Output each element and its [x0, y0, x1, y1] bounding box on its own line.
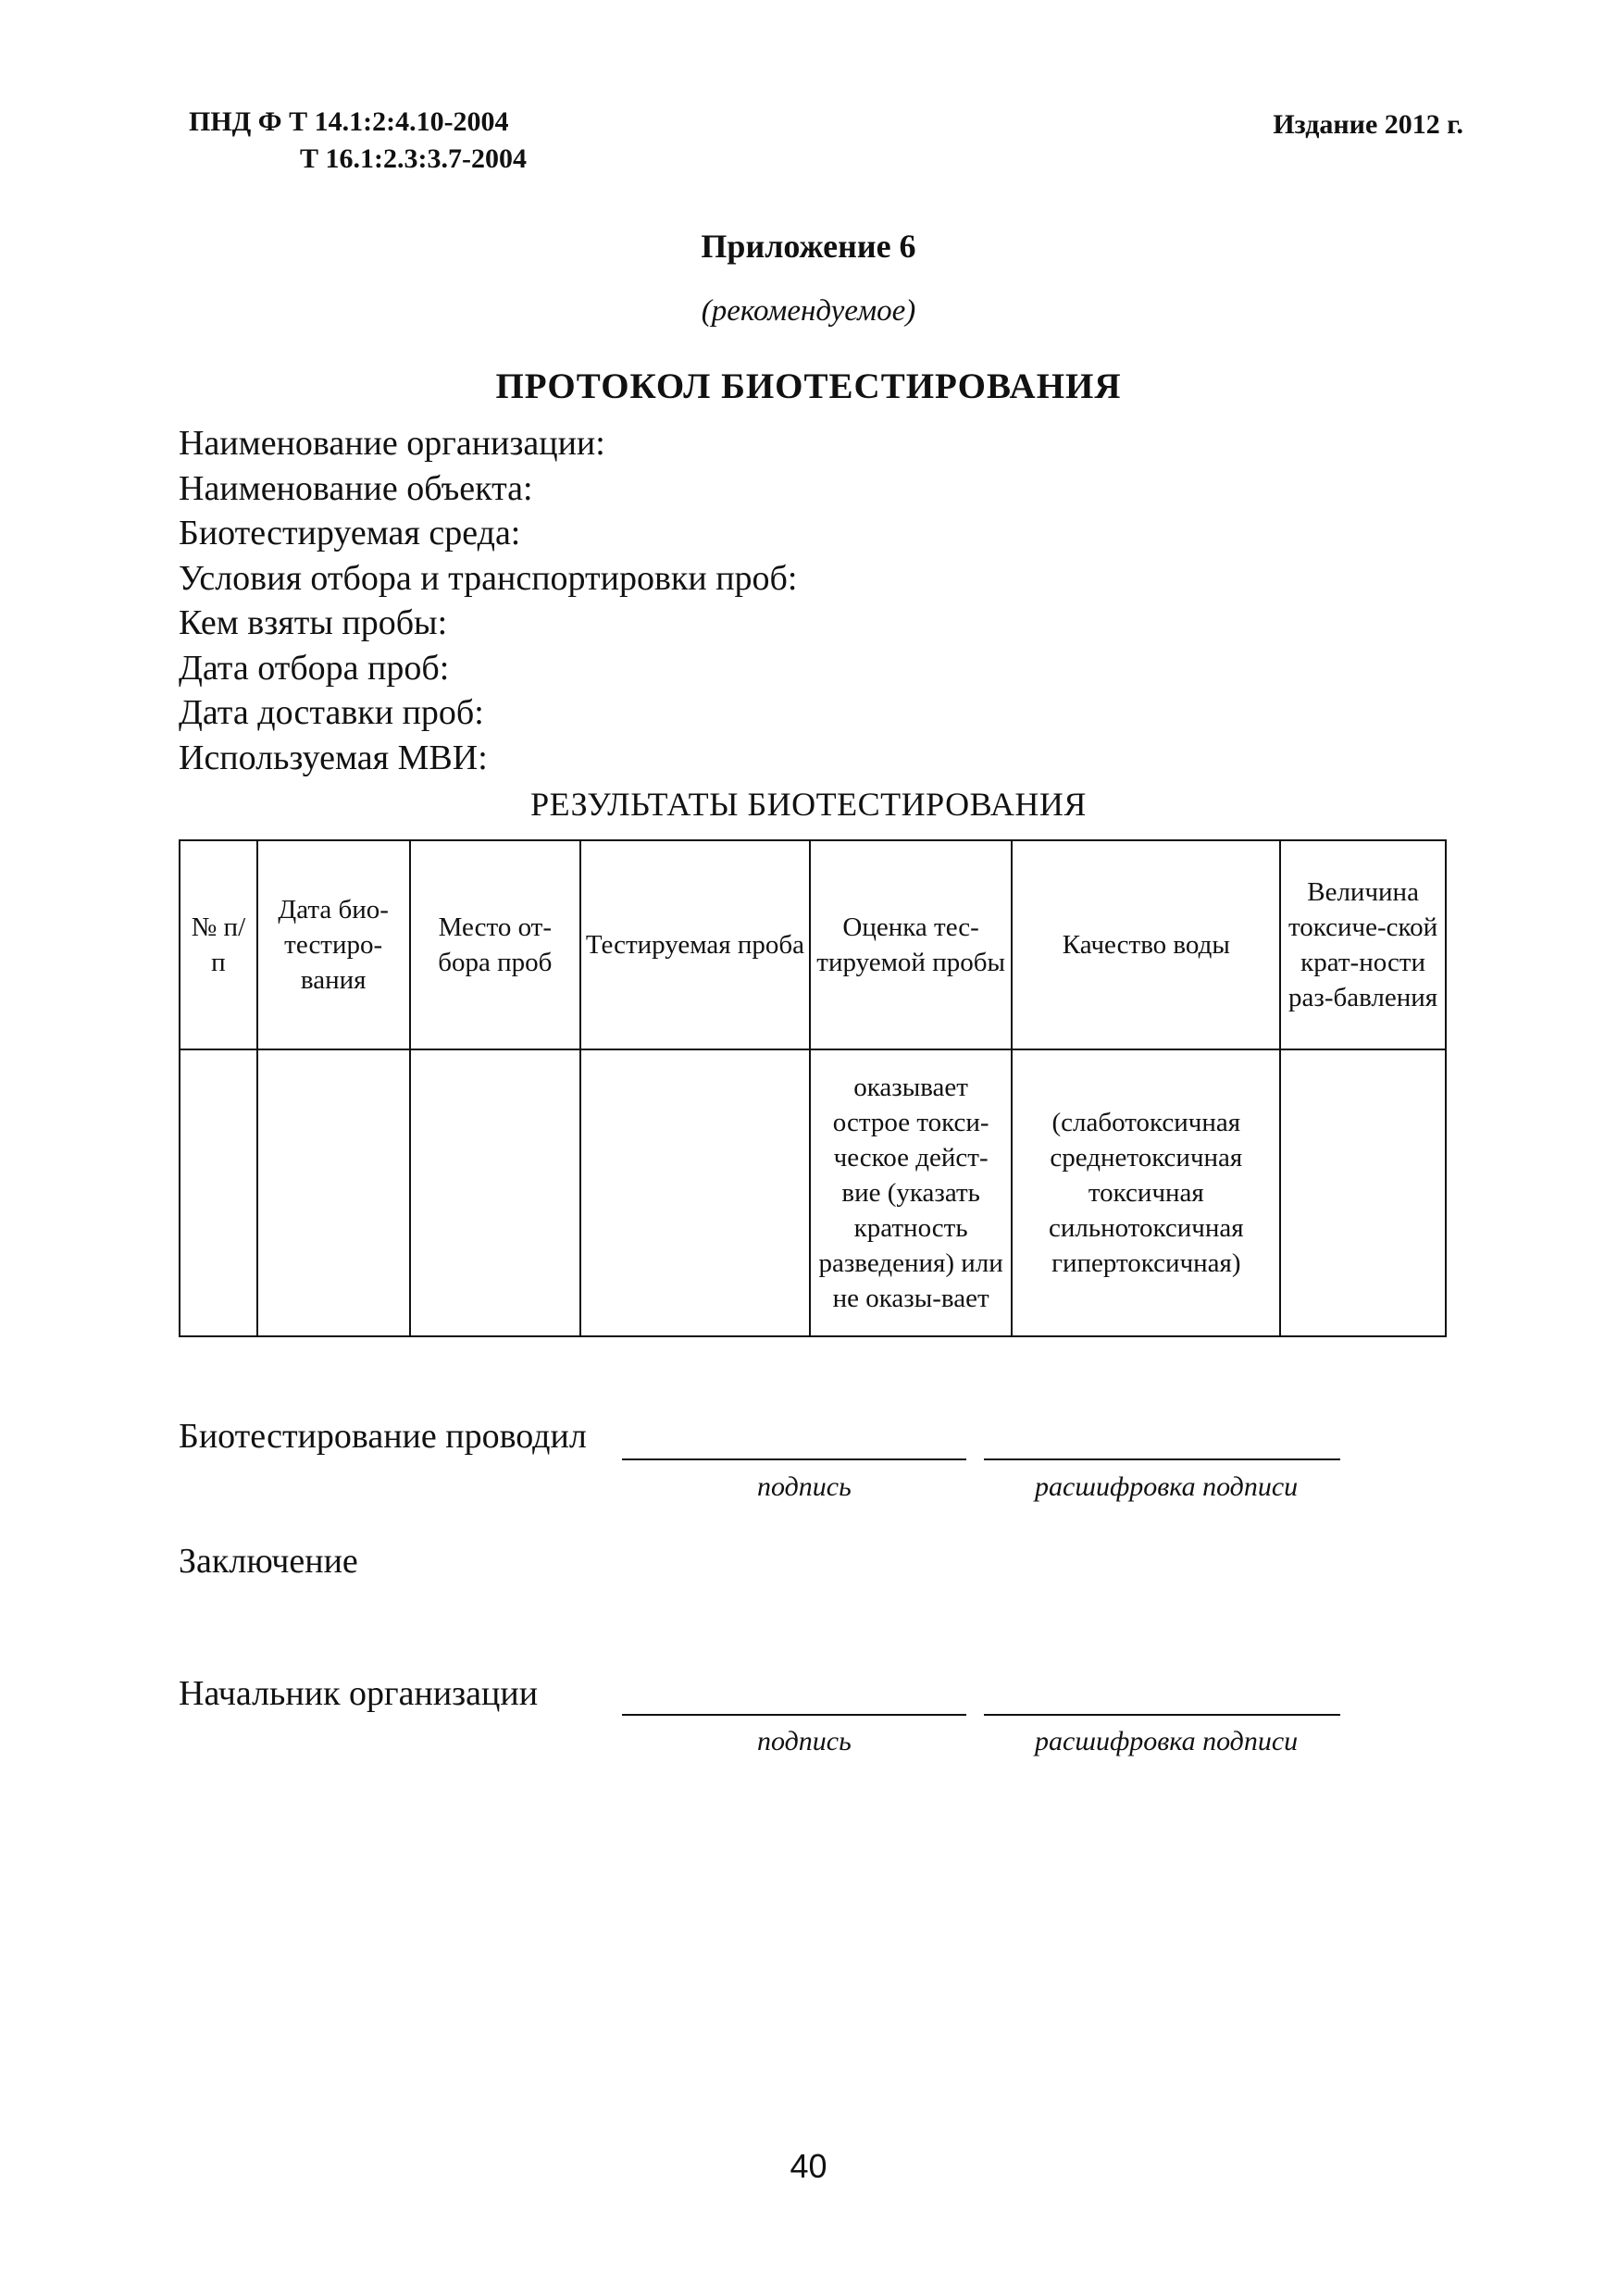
column-header-tested-sample: Тестируемая проба [580, 840, 810, 1049]
column-header-sample-assessment: Оценка тес-тируемой пробы [810, 840, 1013, 1049]
column-header-test-date: Дата био-тестиро-вания [257, 840, 410, 1049]
field-delivery-date: Дата доставки проб: [179, 693, 484, 732]
cell-test-date [257, 1049, 410, 1336]
conducted-by-signature-line [622, 1458, 966, 1460]
column-header-water-quality: Качество воды [1012, 840, 1280, 1049]
cell-water-quality: (слаботоксичная среднетоксичная токсичная сильнотоксичная гипертоксичная) [1012, 1049, 1280, 1336]
appendix-label: Приложение 6 [701, 228, 916, 265]
cell-sampling-place [410, 1049, 581, 1336]
conclusion-label: Заключение [179, 1542, 358, 1581]
conducted-by-signature-caption: подпись [757, 1471, 852, 1502]
table-row [180, 1049, 1446, 1336]
field-sampling-conditions: Условия отбора и транспортировки проб: [179, 558, 798, 598]
cell-sample-assessment: оказывает острое токси-ческое дейст-вие (указать кратность разведения) или не оказы-вает [810, 1049, 1013, 1336]
protocol-fields [179, 421, 797, 780]
cell-toxic-dilution [1280, 1049, 1446, 1336]
head-signature-line [622, 1714, 966, 1716]
results-table [179, 839, 1447, 1337]
column-header-sampling-place: Место от-бора проб [410, 840, 581, 1049]
field-object: Наименование объекта: [179, 468, 533, 508]
cell-tested-sample [580, 1049, 810, 1336]
field-medium: Биотестируемая среда: [179, 514, 521, 552]
field-method: Используемая МВИ: [179, 738, 488, 777]
head-of-organization-label: Начальник организации [179, 1674, 539, 1713]
head-decoding-line [984, 1714, 1340, 1716]
column-header-number: № п/п [180, 840, 257, 1049]
conducted-by-decoding-line [984, 1458, 1340, 1460]
document-code [189, 104, 527, 178]
page-title: ПРОТОКОЛ БИОТЕСТИРОВАНИЯ [495, 366, 1122, 406]
edition-label: Издание 2012 г. [1273, 109, 1463, 140]
table-header-row [180, 840, 1446, 1049]
document-code-line-1: ПНД Ф Т 14.1:2:4.10-2004 [189, 106, 509, 137]
conducted-by-decoding-caption: расшифровка подписи [1035, 1471, 1299, 1502]
results-title: РЕЗУЛЬТАТЫ БИОТЕСТИРОВАНИЯ [530, 786, 1087, 823]
head-decoding-caption: расшифровка подписи [1035, 1726, 1299, 1756]
cell-number [180, 1049, 257, 1336]
field-organization: Наименование организации: [179, 424, 605, 463]
page-number: 40 [790, 2147, 827, 2185]
appendix-status: (рекомендуемое) [701, 294, 916, 328]
column-header-toxic-dilution: Величина токсиче-ской крат-ности раз-бавления [1280, 840, 1446, 1049]
field-sampled-by: Кем взяты пробы: [179, 603, 448, 642]
head-signature-caption: подпись [757, 1726, 852, 1756]
document-code-line-2: Т 16.1:2.3:3.7-2004 [300, 143, 527, 174]
field-sampling-date: Дата отбора проб: [179, 648, 450, 688]
conducted-by-label: Биотестирование проводил [179, 1417, 587, 1456]
